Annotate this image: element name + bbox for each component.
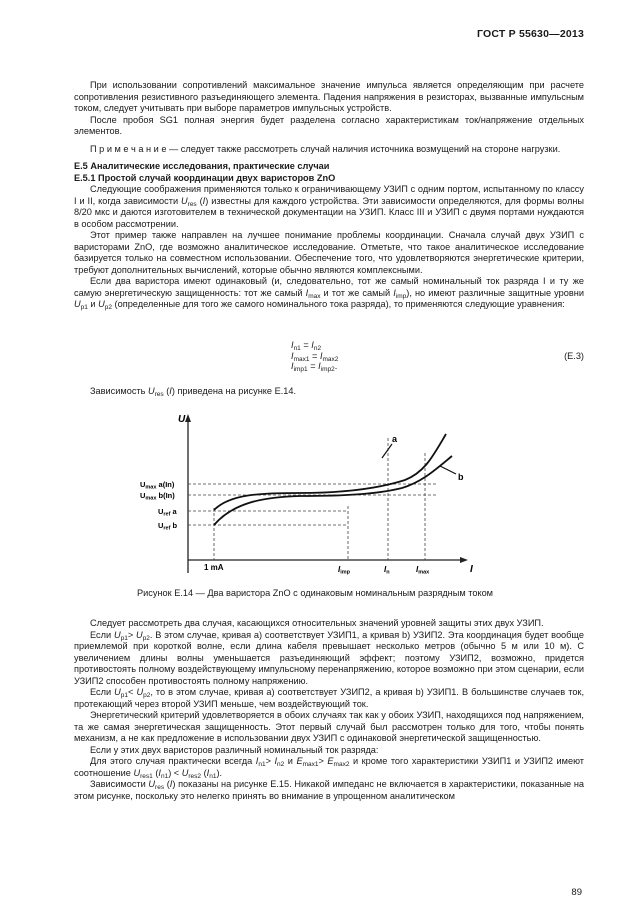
figure-e14: [130, 408, 480, 583]
curve-a-leader: [382, 444, 392, 458]
text: ) известны для каждого устройства. Эти зависимости определяются, для формы волны 8/20 мкс и даются изготовителем в технической документации на УЗИП. Класс III и УЗИП с двумя портами нуждаются в особом рассмотрении.: [74, 195, 584, 229]
x-axis-arrow: [460, 557, 468, 563]
y-axis-label: U: [178, 414, 186, 425]
paragraph: Энергетический критерий удовлетворяется в обоих случаях так как у обоих УЗИП, находящихся под напряжением, та же самая энергетическая защищенность. Этот первый случай был рассмотрен только для того, чтобы понять механизм, а не как предложение в использовании двух УЗИП с одинаковой энергетической защищенностью.: [74, 710, 584, 743]
curve-b-label: b: [458, 472, 464, 482]
note-text: — следует также рассмотреть случай наличия источника возмущений на стороне нагрузки.: [166, 143, 561, 154]
paragraph: [74, 276, 584, 311]
paragraph: Зависимости $U_{res}$ (I) показаны на рисунке Е.15. Никакой импеданс не включается в характеристики, показанные на этом рисунке, поскольку это нелегко принять во внимание в упрощенном аналитическом: [74, 779, 584, 801]
paragraph: [74, 184, 584, 230]
label-ures-a: $U_{ref}$ a: [158, 507, 177, 518]
section-heading: Е.5 Аналитические исследования, практические случаи: [74, 161, 330, 171]
symbol: I: [305, 287, 309, 298]
curve-a-label: a: [392, 434, 398, 444]
text: Следующие соображения применяются только к ограничивающему УЗИП с одним портом, испытанному по классу I и II, когда зависимости: [74, 184, 584, 206]
text: и: [87, 299, 99, 309]
x-axis-label: I: [470, 564, 473, 575]
label-in: In: [384, 565, 390, 576]
bottom-text-block: [74, 618, 584, 802]
equation-line: $I_{n1} = I_{n2}$: [291, 340, 322, 352]
subscript: p2: [104, 304, 112, 311]
subscript: max: [308, 292, 321, 300]
paragraph: Для этого случая практически всегда $I_{n1}> I_{n2}$ и $E_{max1}> E_{max2}$ и кроме того характеристики УЗИП1 и УЗИП2 имеют соотношение $U_{res1}$ $(I_{n1}) < U_{res2}$ $(I_{n1})$.: [74, 756, 585, 780]
symbol: U: [74, 299, 81, 309]
text: (определенные для того же самого номинального тока разряда), то применяются следующие уравнения:: [112, 299, 565, 309]
subsection-heading: Е.5.1 Простой случай координации двух варисторов ZnO: [74, 172, 336, 183]
paragraph: Если $U_{p1}< U_{p2}$, то в этом случае, кривая а) соответствует УЗИП2, а кривая b) УЗИП1. В большинстве случаев ток, протекающий через второй УЗИП меньше, чем воздействующий ток.: [74, 687, 584, 709]
symbol: U: [181, 195, 188, 206]
label-1ma: 1 mA: [204, 563, 224, 572]
subscript: res: [187, 200, 197, 208]
page-number: 89: [571, 887, 582, 898]
equation-line: $I_{max1} = I_{max2}$: [291, 350, 339, 363]
label-umax-b: $U_{max}$ b(In): [140, 491, 175, 502]
label-umax-a: $U_{max}$ a(In): [140, 480, 175, 491]
label-imp: Iimp: [338, 565, 351, 576]
paragraph: Этот пример также направлен на лучшее понимание проблемы координации. Сначала случай двух УЗИП с варисторами ZnO, где возможно аналитическое исследование. Отметьте, что такое аналитическое исследование базируется только на совместном использовании. Обеспечение того, что удовлетворяются энергетические критерии, требуют дополнительных вычислений, которые обычно являются комплексными.: [74, 230, 584, 275]
curve-a: [214, 434, 446, 510]
figure-reference: Зависимость $U_{res}$ (I) приведена на рисунке Е.14.: [90, 386, 297, 398]
paragraph: При использовании сопротивлений максимальное значение импульса является определяющим при расчете сопротивления резистивного разъединяющего элемента. Падения напряжения в резисторах, вызванные импульсным током, следует учитывать при выборе параметров импульсных устройств.: [74, 80, 584, 113]
note: [74, 144, 584, 156]
text: Если два варистора имеют одинаковый (и, следовательно, тот же самый номинальный ток разряда I и ту же самую энергетическую защищенность: тот же самый: [74, 276, 584, 298]
curve-b: [214, 456, 452, 525]
note-label: П р и м е ч а н и е: [90, 143, 167, 154]
paragraph: Если у этих двух варисторов различный номинальный ток разряда:: [90, 744, 379, 755]
standard-header: ГОСТ Р 55630—2013: [476, 28, 584, 40]
label-imax: Imax: [416, 565, 430, 576]
symbol: I: [393, 287, 396, 298]
subscript: p1: [80, 304, 88, 311]
top-text-block: [74, 80, 584, 311]
label-ures-b: $U_{ref}$ b: [158, 521, 178, 532]
paragraph: Если $U_{p1}> U_{p2}$. В этом случае, кривая а) соответствует УЗИП1, а кривая b) УЗИП2. Эта координация будет вообще приемлемой при короткой волне, если длина кабеля превышает несколько метров (обычно 5 м или 10 м). С увеличением длины волны уменьшается разъединяющий эффект; поэтому УЗИП2, возможно, придется противостоять полному воздействующему импульсному перенапряжению, которое возможно при этом сценарии, если УЗИП2 способен противостоять полному напряжению.: [74, 629, 584, 686]
paragraph: После пробоя SG1 полная энергия будет разделена согласно характеристикам ток/напряжение отдельных элементов.: [74, 114, 584, 136]
symbol: U: [98, 299, 105, 309]
symbol: I: [202, 195, 206, 206]
figure-caption: Рисунок Е.14 — Два варистора ZnO с одинаковым номинальным разрядным током: [137, 588, 493, 598]
equation-number: (E.3): [564, 351, 584, 361]
curve-b-leader: [440, 466, 456, 474]
text: ), но имеют различные защитные уровни: [406, 287, 584, 298]
paragraph: Следует рассмотреть два случая, касающихся относительных значений уровней защиты этих двух УЗИП.: [90, 618, 544, 628]
text: и тот же самый: [320, 287, 394, 298]
text: (: [196, 195, 203, 206]
y-axis-arrow: [185, 414, 191, 422]
subscript: imp: [395, 292, 407, 300]
equation-line: $I_{imp1} = I_{imp2}$.: [291, 361, 338, 373]
